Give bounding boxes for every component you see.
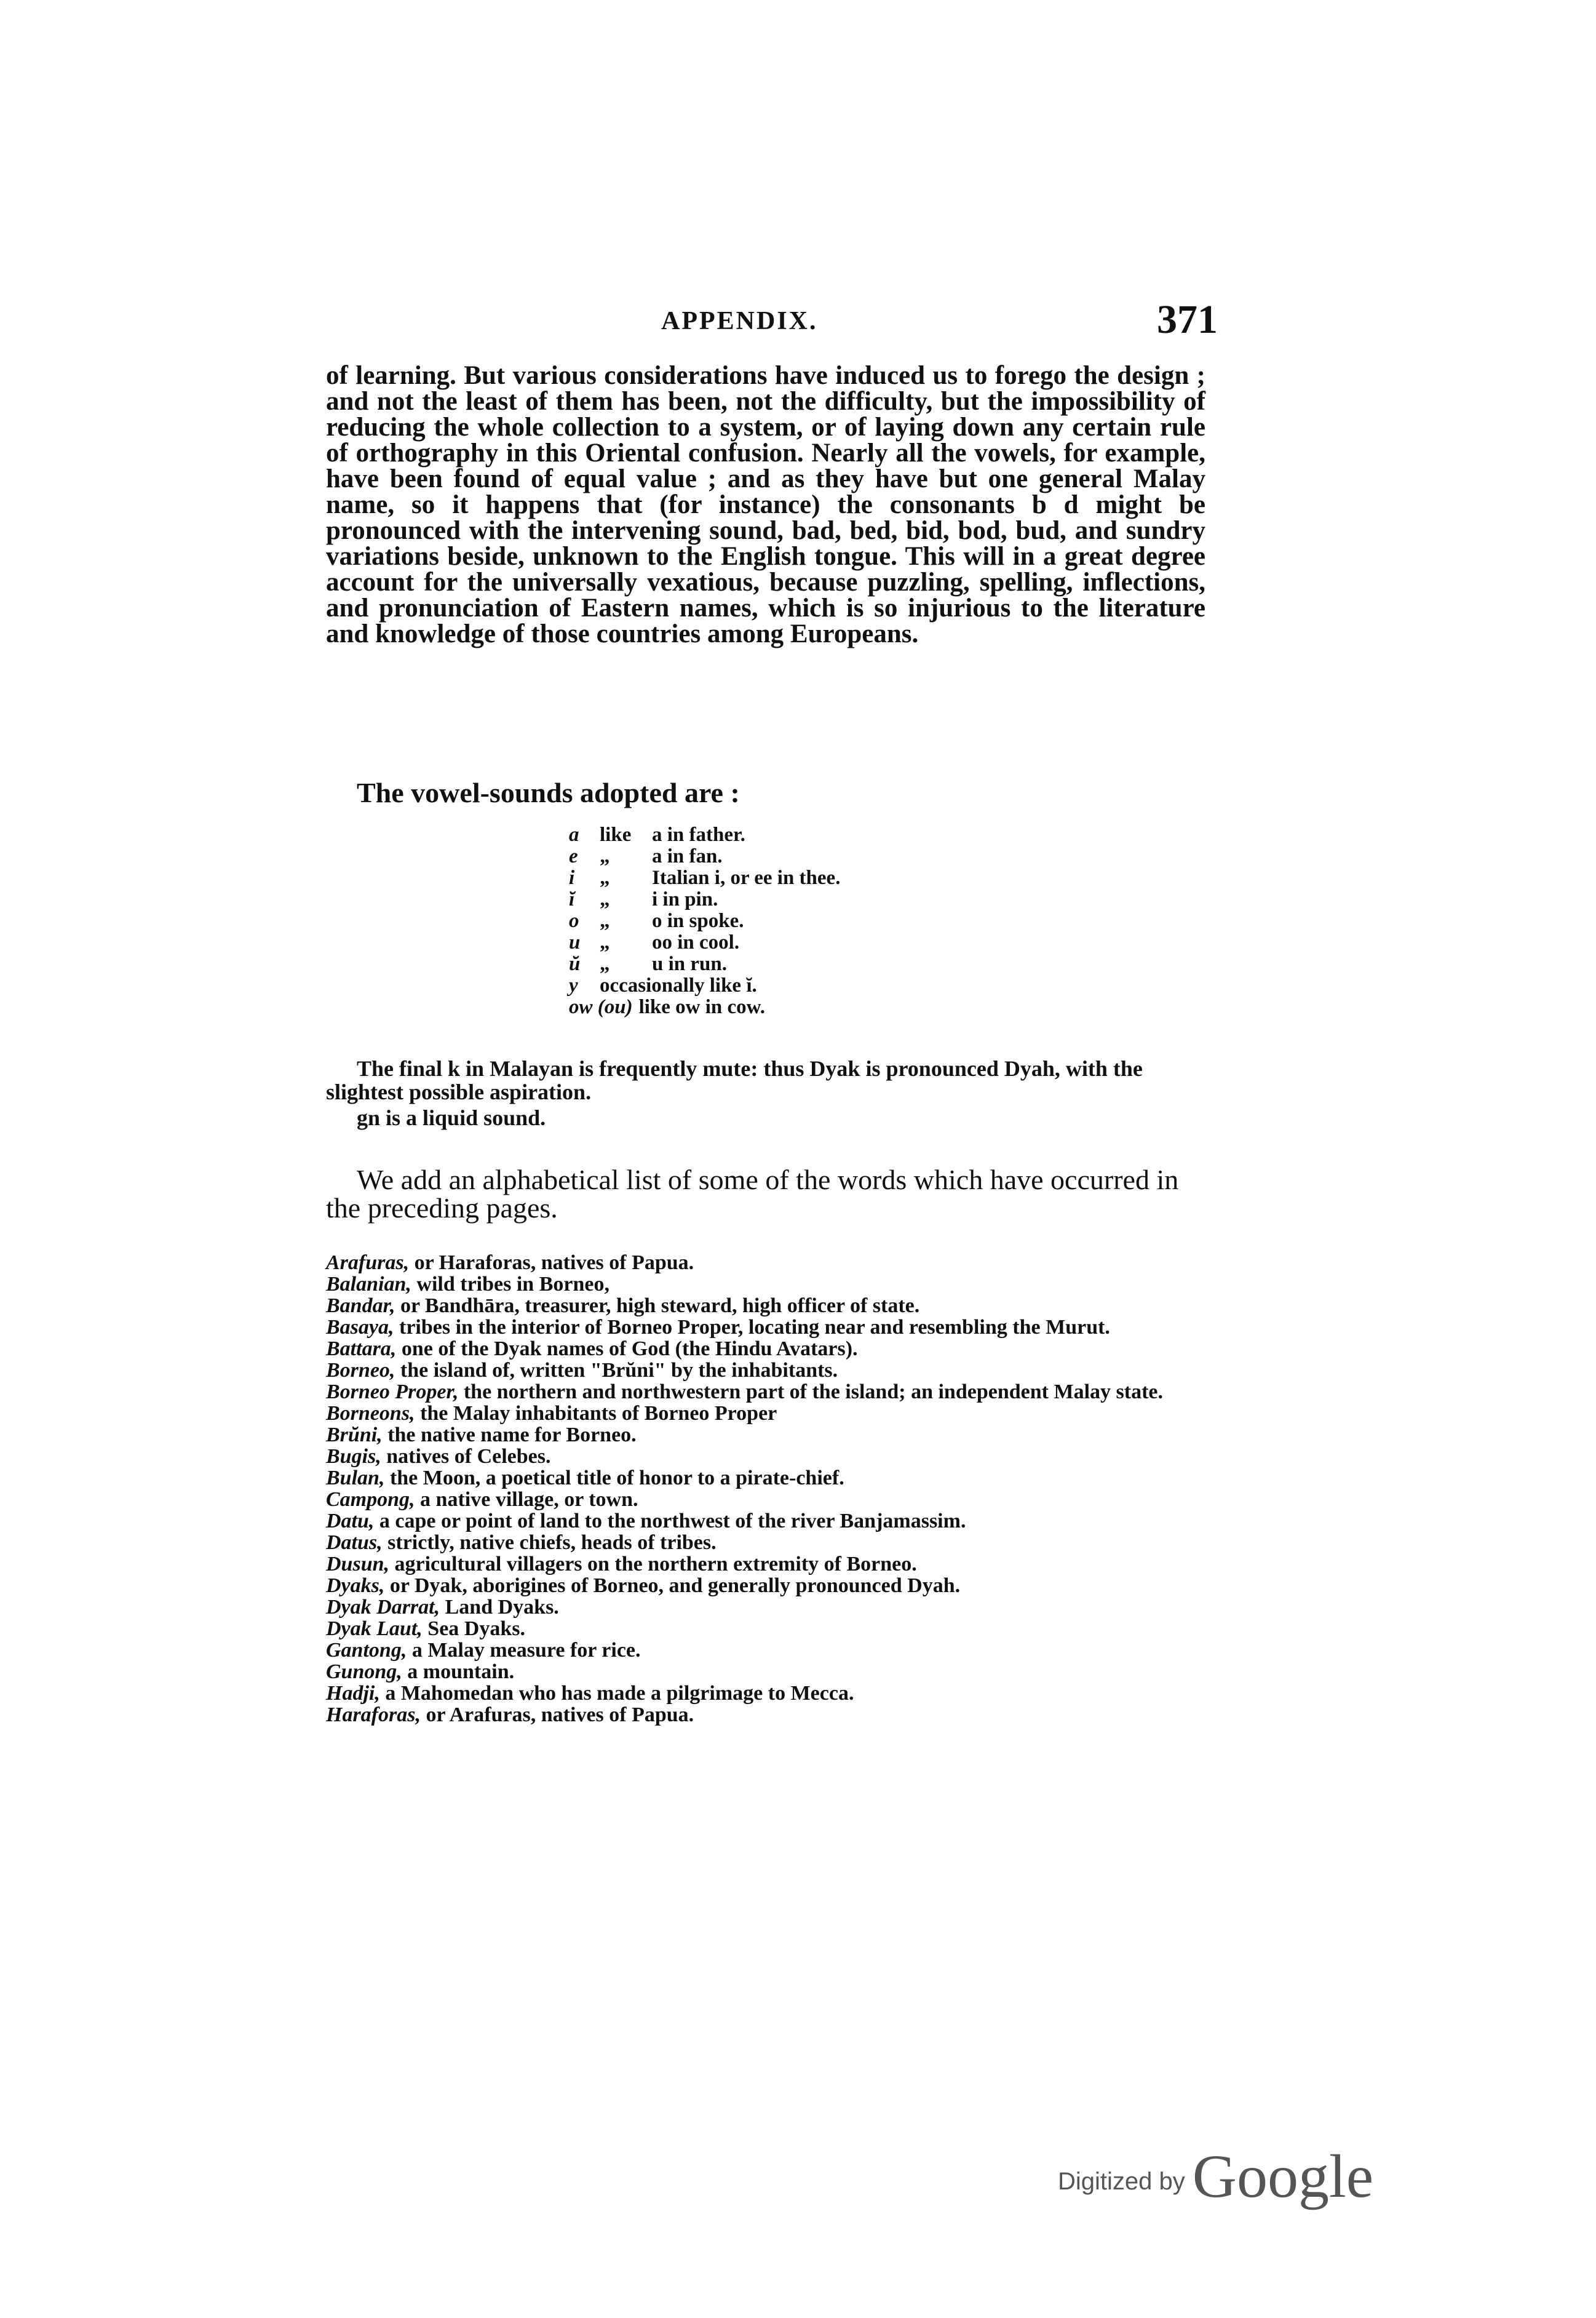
glossary-term: Borneons, xyxy=(326,1402,415,1425)
vowel-letter: e xyxy=(569,845,578,867)
vowel-description: i in pin. xyxy=(652,888,718,910)
vowel-row xyxy=(569,846,840,867)
glossary-term: Haraforas, xyxy=(326,1703,421,1726)
glossary-definition: or Arafuras, natives of Papua. xyxy=(420,1703,694,1726)
vowel-ditto-mark: „ xyxy=(600,910,610,932)
glossary-definition: the island of, written "Brŭni" by the inhabitants. xyxy=(395,1359,838,1382)
google-logo: Google xyxy=(1192,2142,1374,2210)
glossary-term: Battara, xyxy=(326,1337,397,1360)
body-paragraph xyxy=(326,363,1205,647)
glossary-entry xyxy=(326,1639,1181,1661)
glossary-entry xyxy=(326,1403,1181,1424)
glossary-entry xyxy=(326,1252,1181,1273)
vowel-row xyxy=(569,910,840,932)
glossary-definition: Sea Dyaks. xyxy=(422,1617,525,1640)
glossary-definition: the native name for Borneo. xyxy=(382,1424,637,1446)
gn-note: gn is a liquid sound. xyxy=(357,1105,546,1130)
glossary-intro: We add an alphabetical list of some of the words which have occurred in the preceding pages. xyxy=(326,1164,1179,1224)
vowel-description: a in fan. xyxy=(652,845,723,867)
glossary-definition: tribes in the interior of Borneo Proper, locating near and resembling the Murut. xyxy=(394,1316,1110,1339)
glossary-entry xyxy=(326,1575,1181,1596)
vowel-ditto-mark: „ xyxy=(600,845,610,867)
glossary-definition: agricultural villagers on the northern extremity of Borneo. xyxy=(389,1553,917,1575)
glossary-term: Hadji, xyxy=(326,1682,380,1705)
glossary-term: Dyak Laut, xyxy=(326,1617,423,1640)
glossary-entry xyxy=(326,1338,1181,1360)
glossary-definition: a Malay measure for rice. xyxy=(407,1639,641,1662)
page-number: 371 xyxy=(1157,297,1218,342)
vowel-row xyxy=(569,932,840,954)
final-k-note: The final k in Malayan is frequently mute: thus Dyak is pronounced Dyah, with the slightest possible aspiration. xyxy=(326,1056,1143,1104)
glossary-definition: a Mahomedan who has made a pilgrimage to Mecca. xyxy=(379,1682,854,1705)
glossary-entry xyxy=(326,1381,1181,1403)
vowel-letter: ĭ xyxy=(569,888,575,910)
glossary-entry xyxy=(326,1489,1181,1510)
glossary-term: Datu, xyxy=(326,1510,375,1532)
glossary-term: Datus, xyxy=(326,1531,383,1554)
glossary-entry xyxy=(326,1704,1181,1726)
vowel-row xyxy=(569,889,840,910)
glossary-definition: the Moon, a poetical title of honor to a pirate-chief. xyxy=(384,1467,844,1489)
vowel-ditto-mark: „ xyxy=(600,888,610,910)
vowel-table xyxy=(569,824,840,1018)
glossary-definition: natives of Celebes. xyxy=(381,1445,551,1468)
glossary-entry xyxy=(326,1467,1181,1489)
glossary-entry xyxy=(326,1424,1181,1446)
vowel-description: like ow in cow. xyxy=(638,996,765,1018)
glossary-term: Dyak Darrat, xyxy=(326,1596,440,1619)
vowel-letter: i xyxy=(569,867,575,889)
glossary-entry xyxy=(326,1316,1181,1338)
digitized-watermark xyxy=(1058,2141,1373,2212)
vowel-letter: a xyxy=(569,824,579,846)
glossary-definition: the Malay inhabitants of Borneo Proper xyxy=(415,1402,777,1425)
glossary-definition: one of the Dyak names of God (the Hindu Avatars). xyxy=(396,1337,858,1360)
glossary-definition: strictly, native chiefs, heads of tribes. xyxy=(382,1531,717,1554)
vowel-row xyxy=(569,867,840,889)
glossary-term: Basaya, xyxy=(326,1316,394,1339)
glossary-definition: Land Dyaks. xyxy=(440,1596,559,1619)
watermark-prefix: Digitized by xyxy=(1058,2168,1185,2195)
page-header xyxy=(326,297,1218,345)
vowel-letter: y xyxy=(569,974,578,997)
vowel-ditto-mark: like xyxy=(600,824,632,846)
glossary-definition: the northern and northwestern part of the island; an independent Malay state. xyxy=(458,1380,1163,1403)
glossary-definition: wild tribes in Borneo, xyxy=(411,1273,609,1296)
vowel-ditto-mark: „ xyxy=(600,953,610,975)
vowel-description: u in run. xyxy=(652,953,727,975)
glossary-definition: or Dyak, aborigines of Borneo, and generally pronounced Dyah. xyxy=(384,1574,961,1597)
glossary-term: Balanian, xyxy=(326,1273,411,1296)
glossary-term: Borneo, xyxy=(326,1359,395,1382)
glossary-term: Dusun, xyxy=(326,1553,390,1575)
vowel-intro: The vowel-sounds adopted are : xyxy=(357,777,740,808)
glossary-entry xyxy=(326,1553,1181,1575)
vowel-row xyxy=(569,824,840,846)
glossary-term: Brŭni, xyxy=(326,1424,383,1446)
glossary-entry xyxy=(326,1360,1181,1381)
glossary-definition: or Haraforas, natives of Papua. xyxy=(409,1251,694,1274)
glossary-definition: a mountain. xyxy=(402,1660,515,1683)
vowel-row xyxy=(569,954,840,975)
vowel-ditto-mark: „ xyxy=(600,867,610,889)
glossary-term: Bugis, xyxy=(326,1445,381,1468)
glossary-term: Gunong, xyxy=(326,1660,402,1683)
vowel-letter: u xyxy=(569,931,581,954)
glossary-term: Campong, xyxy=(326,1488,415,1511)
vowel-description: Italian i, or ee in thee. xyxy=(652,867,841,889)
glossary-entry xyxy=(326,1446,1181,1467)
glossary-entry xyxy=(326,1273,1181,1295)
vowel-row xyxy=(569,975,840,997)
glossary-definition: a native village, or town. xyxy=(415,1488,638,1511)
glossary-term: Dyaks, xyxy=(326,1574,385,1597)
vowel-description: oo in cool. xyxy=(652,931,740,954)
glossary-entry xyxy=(326,1510,1181,1532)
glossary-term: Bulan, xyxy=(326,1467,385,1489)
glossary-term: Arafuras, xyxy=(326,1251,410,1274)
glossary-entry xyxy=(326,1683,1181,1704)
glossary-definition: a cape or point of land to the northwest of the river Banjamassim. xyxy=(374,1510,966,1532)
glossary-entry xyxy=(326,1661,1181,1683)
glossary-list xyxy=(326,1252,1181,1726)
glossary-entry xyxy=(326,1618,1181,1639)
running-head: APPENDIX. xyxy=(661,307,818,335)
glossary-entry xyxy=(326,1295,1181,1316)
vowel-description: a in father. xyxy=(652,824,745,846)
paragraph-text: of learning. But various considerations have induced us to forego the design ; and not the least of them has been, not the difficulty, but the impossibility of reducing the whole collection to a system, or of laying down any certain rule of orthography in this Oriental confusion. Nearly all the vowels, for example, have been found of equal value ; and as they have but one general Malay name, so it happens that (for instance) the consonants b d might be pronounced with the intervening sound, bad, bed, bid, bod, bud, and sundry variations beside, unknown to the English tongue. This will in a great degree account for the universally vexatious, because puzzling, spelling, inflections, and pronunciation of Eastern names, which is so injurious to the literature and knowledge of those countries among Europeans. xyxy=(326,361,1205,648)
glossary-definition: or Bandhāra, treasurer, high steward, high officer of state. xyxy=(395,1294,920,1317)
vowel-letter: ŭ xyxy=(569,953,581,975)
vowel-letter: o xyxy=(569,910,579,932)
vowel-letter: ow (ou) xyxy=(569,996,633,1018)
glossary-term: Bandar, xyxy=(326,1294,395,1317)
glossary-entry xyxy=(326,1532,1181,1553)
vowel-description: o in spoke. xyxy=(652,910,744,932)
vowel-description: occasionally like ĭ. xyxy=(600,974,757,997)
glossary-term: Gantong, xyxy=(326,1639,407,1662)
glossary-term: Borneo Proper, xyxy=(326,1380,459,1403)
vowel-row xyxy=(569,997,840,1018)
vowel-ditto-mark: „ xyxy=(600,931,610,954)
glossary-entry xyxy=(326,1596,1181,1618)
